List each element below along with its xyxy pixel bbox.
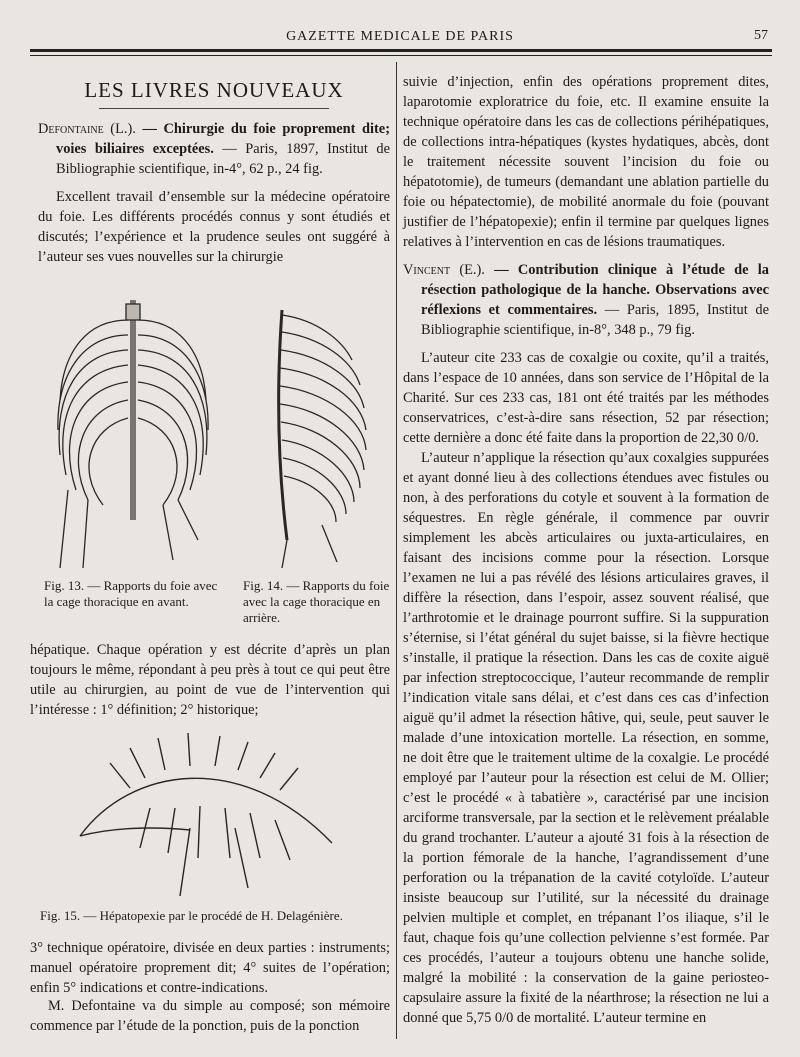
figure-14-ribcage-back <box>262 300 372 570</box>
review-paragraph: Excellent travail d’ensemble sur la médecine opératoire du foie. Les différents procédés connus y sont étudiés et discutés; l’expérience et la prudence seules ont suggéré à l’auteur ses vues nouvelles sur la chirurgie <box>38 189 390 265</box>
bib-author: Vincent (E.). <box>403 262 485 278</box>
bibliography-entry-defontaine <box>38 119 390 179</box>
bib-dash: — <box>484 262 518 278</box>
review-paragraph-4: M. Defontaine va du simple au composé; son mémoire commence par l’étude de la ponction, puis de la ponction <box>30 998 390 1034</box>
figure-15-caption: Fig. 15. — Hépatopexie par le procédé de H. Delagénière. <box>40 908 343 923</box>
page-number: 57 <box>754 28 768 43</box>
review-paragraph: L’auteur cite 233 cas de coxalgie ou coxite, qu’il a traités, dans l’espace de 10 années, dans son service de l’Hôpital de la Charité. Sur ces 233 cas, 181 ont été traités par les méthodes conservatrices, c’est-à-dire sans résection, 52 par résection; cette dernière a donc été faite dans la proportion de 22,30 0/0. <box>403 350 769 446</box>
header-rule-thick <box>30 49 772 52</box>
section-title: LES LIVRES NOUVEAUX <box>84 78 344 102</box>
page-header <box>30 24 770 46</box>
review-paragraph-2: hépatique. Chaque opération y est décrite d’après un plan toujours le même, répondant à peu près à tout ce qui peut être utile au chirurgien, au point de vue de l’intervention qui l’intéresse : 1° définition; 2° historique; <box>30 642 390 718</box>
bib-title: Contribution clinique à l’étude de la résection pathologique de la hanche. Observations avec réflexions et commentaires. <box>421 262 769 318</box>
journal-title: GAZETTE MEDICALE DE PARIS <box>286 29 514 44</box>
bibliography-entry-vincent <box>403 260 769 340</box>
figure-14-caption: Fig. 14. — Rapports du foie avec la cage thoracique en arrière. <box>243 578 390 625</box>
left-column <box>38 70 390 267</box>
header-rule-thin <box>30 55 772 56</box>
right-column <box>403 72 769 1028</box>
bib-dash: — <box>135 121 164 137</box>
bib-details: — Paris, 1895, Institut de Bibliographie scientifique, in-8°, 348 p., 79 fig. <box>421 302 769 338</box>
figure-13-ribcage-front <box>48 290 218 570</box>
figure-13-caption: Fig. 13. — Rapports du foie avec la cage thoracique en avant. <box>44 578 218 609</box>
review-continuation: suivie d’injection, enfin des opérations proprement dites, laparotomie exploratrice du foie, etc. Il examine ensuite la technique opératoire dans les cas de collections périhépatiques, de collections intra-hépatiques (kystes hydatiques, abcès, dont le traitement nécessite souvent l’incision du foie ou hépatotomie), de tumeurs (demandant une ablation partielle du foie ou hépatectomie), de mobilité anormale du foie (pouvant justifier de l’hépatopexie); enfin il termine par quelques lignes relatives à l’intervention en cas de lésions traumatiques. <box>403 74 769 250</box>
review-paragraph: L’auteur n’applique la résection qu’aux coxalgies suppurées et ayant donné lieu à des collections étendues avec fistules ou non, à des perforations du cotyle et souvent à la formation de séquestres. En règle générale, il commence par ouvrir simplement les abcès articulaires ou juxta-articulaires, en faisant des incisions comme pour la résection. Lorsque l’examen ne lui a pas révélé des lésions articulaires graves, il diffère la résection, dans l’espoir, assez souvent réalisé, que l’arthrotomie et le drainage pourront suffire. Si la suppuration s’éternise, si l’état général du sujet baisse, si la fièvre hectique s’installe, il pratique la résection. Dans les cas de coxite aiguë par infection streptococcique, l’auteur recommande de remplir l’indication vitale sans délai, et c’est dans ces cas d’infection aiguë qu’il admet la résection hâtive, qui, seule, peut sauver le malade d’une intoxication mortelle. La résection, en somme, ne doit être que le traitement ultime de la coxalgie. Le procédé employé par l’auteur pour la résection est celui de M. Ollier; c’est le procédé « à tabatière », caractérisé par une incision arciforme transversale, par la section et le relèvement préalable du grand trochanter. L’auteur a ajouté 31 fois à la résection de la portion fémorale de la hanche, l’agrandissement d’une perforation ou la trépanation de la cavité cotyloïde. L’auteur insiste beaucoup sur l’utilité, sur la nécessité du drainage pelvien multiple et complet, en trépanant l’os iliaque, s’il le faut, chaque fois qu’une collection pelvienne s’est formée. Par ces procédés, l’auteur a toujours obtenu une hanche solide, malgré la mobilité : la conservation de la gaine periosteo-capsulaire assure la fixité de la néarthrose; la résection ne lui a donné que 5,75 0/0 de mortalité. L’auteur termine en <box>403 450 769 1026</box>
figure-15-hepatopexy <box>70 728 340 898</box>
bib-title: Chirurgie du foie proprement dite; voies biliaires exceptées. <box>56 121 390 157</box>
review-paragraph-3: 3° technique opératoire, divisée en deux parties : instruments; manuel opératoire proprement dit; 4° suites de l’opération; enfin 5° indications et contre-indications. <box>30 940 390 996</box>
section-rule <box>99 108 329 109</box>
column-divider <box>396 62 397 1039</box>
bib-details: — Paris, 1897, Institut de Bibliographie scientifique, in-4°, 62 p., 24 fig. <box>56 141 390 177</box>
bib-author: Defontaine (L.). <box>38 121 136 137</box>
